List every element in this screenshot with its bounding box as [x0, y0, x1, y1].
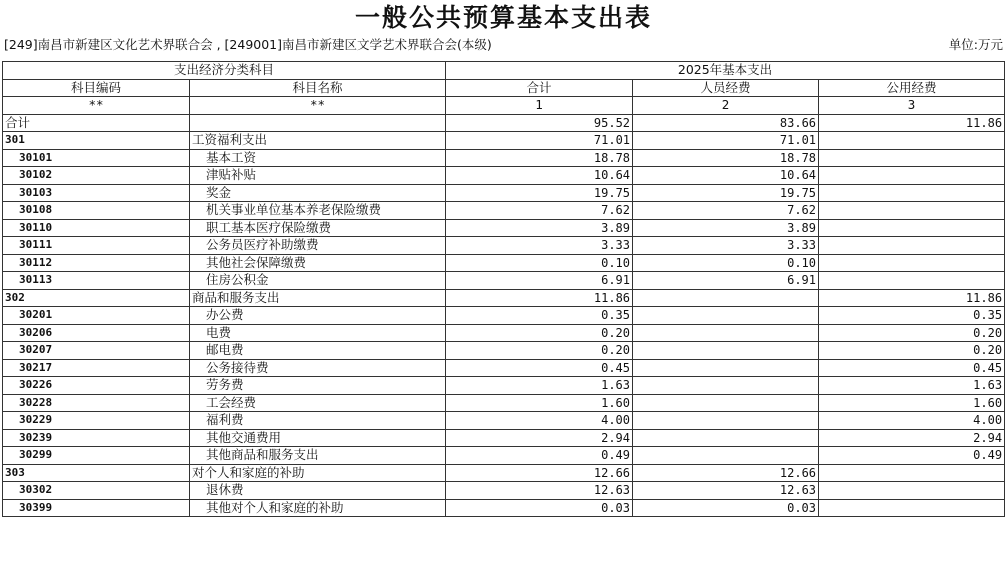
- column-header-total: 合计: [446, 79, 633, 97]
- cell-name: 邮电费: [190, 342, 446, 360]
- cell-public: 0.35: [819, 307, 1005, 325]
- cell-personnel: 0.03: [633, 499, 819, 517]
- cell-code: 30239: [3, 429, 190, 447]
- cell-total: 3.33: [446, 237, 633, 255]
- cell-public: [819, 499, 1005, 517]
- cell-name: 其他交通费用: [190, 429, 446, 447]
- column-header-personnel: 人员经费: [633, 79, 819, 97]
- cell-name: 商品和服务支出: [190, 289, 446, 307]
- index-public: 3: [819, 97, 1005, 115]
- unit-label: 单位:万元: [948, 37, 1003, 52]
- index-name: **: [190, 97, 446, 115]
- table-row: [3, 132, 1005, 150]
- table-row: [3, 464, 1005, 482]
- cell-name: 其他社会保障缴费: [190, 254, 446, 272]
- cell-code: 30399: [3, 499, 190, 517]
- table-row: [3, 499, 1005, 517]
- cell-code: 30206: [3, 324, 190, 342]
- cell-public: [819, 272, 1005, 290]
- cell-personnel: [633, 377, 819, 395]
- cell-code: 30112: [3, 254, 190, 272]
- index-total: 1: [446, 97, 633, 115]
- cell-personnel: [633, 342, 819, 360]
- column-header-row: [3, 79, 1005, 97]
- column-header-code: 科目编码: [3, 79, 190, 97]
- cell-total: 4.00: [446, 412, 633, 430]
- cell-public: 1.63: [819, 377, 1005, 395]
- cell-personnel: 12.63: [633, 482, 819, 500]
- cell-code: 30302: [3, 482, 190, 500]
- cell-personnel: 83.66: [633, 114, 819, 132]
- group-header-row: [3, 62, 1005, 80]
- cell-public: [819, 464, 1005, 482]
- cell-personnel: [633, 429, 819, 447]
- table-row: [3, 342, 1005, 360]
- cell-total: 0.35: [446, 307, 633, 325]
- cell-total: 12.63: [446, 482, 633, 500]
- cell-personnel: [633, 447, 819, 465]
- cell-total: 6.91: [446, 272, 633, 290]
- cell-name: 其他对个人和家庭的补助: [190, 499, 446, 517]
- cell-personnel: 18.78: [633, 149, 819, 167]
- table-row: [3, 412, 1005, 430]
- cell-name: 电费: [190, 324, 446, 342]
- cell-name: 奖金: [190, 184, 446, 202]
- cell-code: 30207: [3, 342, 190, 360]
- cell-total: 2.94: [446, 429, 633, 447]
- table-row: [3, 359, 1005, 377]
- cell-total: 0.20: [446, 342, 633, 360]
- cell-name: 公务接待费: [190, 359, 446, 377]
- cell-personnel: 7.62: [633, 202, 819, 220]
- cell-public: [819, 254, 1005, 272]
- cell-personnel: 0.10: [633, 254, 819, 272]
- cell-name: 工资福利支出: [190, 132, 446, 150]
- cell-total: 0.10: [446, 254, 633, 272]
- table-row: [3, 219, 1005, 237]
- cell-personnel: [633, 359, 819, 377]
- table-row: [3, 149, 1005, 167]
- cell-total: 0.49: [446, 447, 633, 465]
- cell-code: 30103: [3, 184, 190, 202]
- cell-public: [819, 219, 1005, 237]
- unit-organization: [249]南昌市新建区文化艺术界联合会 , [249001]南昌市新建区文学艺术界联合会(本级): [4, 37, 492, 52]
- cell-code: 30113: [3, 272, 190, 290]
- cell-code: 30108: [3, 202, 190, 220]
- cell-total: 0.45: [446, 359, 633, 377]
- cell-personnel: [633, 412, 819, 430]
- cell-total: 0.03: [446, 499, 633, 517]
- table-row: [3, 184, 1005, 202]
- cell-personnel: 3.33: [633, 237, 819, 255]
- table-row: [3, 114, 1005, 132]
- index-personnel: 2: [633, 97, 819, 115]
- table-row: [3, 429, 1005, 447]
- cell-public: 0.45: [819, 359, 1005, 377]
- cell-total: 95.52: [446, 114, 633, 132]
- group-header-basic-expenditure: 2025年基本支出: [446, 62, 1005, 80]
- cell-total: 12.66: [446, 464, 633, 482]
- index-code: **: [3, 97, 190, 115]
- cell-total: 10.64: [446, 167, 633, 185]
- cell-code: 303: [3, 464, 190, 482]
- expenditure-table: [2, 61, 1005, 517]
- cell-name: 其他商品和服务支出: [190, 447, 446, 465]
- cell-name: 基本工资: [190, 149, 446, 167]
- table-row: [3, 237, 1005, 255]
- cell-code: 合计: [3, 114, 190, 132]
- cell-total: 7.62: [446, 202, 633, 220]
- cell-total: 18.78: [446, 149, 633, 167]
- table-row: [3, 377, 1005, 395]
- cell-personnel: [633, 324, 819, 342]
- cell-public: [819, 202, 1005, 220]
- cell-personnel: 6.91: [633, 272, 819, 290]
- cell-personnel: [633, 307, 819, 325]
- table-row: [3, 289, 1005, 307]
- cell-code: 30228: [3, 394, 190, 412]
- cell-total: 3.89: [446, 219, 633, 237]
- cell-total: 71.01: [446, 132, 633, 150]
- cell-public: [819, 482, 1005, 500]
- cell-code: 301: [3, 132, 190, 150]
- cell-code: 30299: [3, 447, 190, 465]
- cell-personnel: [633, 289, 819, 307]
- cell-personnel: 71.01: [633, 132, 819, 150]
- cell-code: 30217: [3, 359, 190, 377]
- cell-public: [819, 167, 1005, 185]
- cell-name: 公务员医疗补助缴费: [190, 237, 446, 255]
- cell-personnel: 3.89: [633, 219, 819, 237]
- table-row: [3, 394, 1005, 412]
- cell-total: 0.20: [446, 324, 633, 342]
- cell-public: 11.86: [819, 289, 1005, 307]
- cell-personnel: 19.75: [633, 184, 819, 202]
- cell-name: 工会经费: [190, 394, 446, 412]
- cell-code: 30102: [3, 167, 190, 185]
- cell-public: [819, 149, 1005, 167]
- cell-total: 1.63: [446, 377, 633, 395]
- cell-name: 津贴补贴: [190, 167, 446, 185]
- cell-code: 30101: [3, 149, 190, 167]
- table-row: [3, 272, 1005, 290]
- table-row: [3, 307, 1005, 325]
- cell-name: 退休费: [190, 482, 446, 500]
- cell-name: 福利费: [190, 412, 446, 430]
- column-header-name: 科目名称: [190, 79, 446, 97]
- cell-total: 11.86: [446, 289, 633, 307]
- cell-name: [190, 114, 446, 132]
- table-row: [3, 167, 1005, 185]
- cell-name: 劳务费: [190, 377, 446, 395]
- cell-code: 30229: [3, 412, 190, 430]
- cell-name: 住房公积金: [190, 272, 446, 290]
- cell-code: 30110: [3, 219, 190, 237]
- index-row: [3, 97, 1005, 115]
- cell-public: 0.20: [819, 342, 1005, 360]
- cell-total: 19.75: [446, 184, 633, 202]
- table-row: [3, 447, 1005, 465]
- table-row: [3, 482, 1005, 500]
- cell-public: [819, 184, 1005, 202]
- cell-public: [819, 132, 1005, 150]
- cell-name: 对个人和家庭的补助: [190, 464, 446, 482]
- cell-public: 4.00: [819, 412, 1005, 430]
- cell-public: 1.60: [819, 394, 1005, 412]
- table-row: [3, 202, 1005, 220]
- cell-public: 11.86: [819, 114, 1005, 132]
- cell-total: 1.60: [446, 394, 633, 412]
- column-header-public: 公用经费: [819, 79, 1005, 97]
- cell-name: 职工基本医疗保险缴费: [190, 219, 446, 237]
- table-row: [3, 254, 1005, 272]
- cell-public: 0.49: [819, 447, 1005, 465]
- cell-public: 0.20: [819, 324, 1005, 342]
- cell-name: 机关事业单位基本养老保险缴费: [190, 202, 446, 220]
- cell-personnel: 12.66: [633, 464, 819, 482]
- cell-personnel: 10.64: [633, 167, 819, 185]
- cell-code: 30226: [3, 377, 190, 395]
- table-body: [3, 114, 1005, 517]
- table-row: [3, 324, 1005, 342]
- group-header-classification: 支出经济分类科目: [3, 62, 446, 80]
- cell-code: 302: [3, 289, 190, 307]
- cell-public: 2.94: [819, 429, 1005, 447]
- cell-public: [819, 237, 1005, 255]
- page-title: 一般公共预算基本支出表: [354, 3, 652, 32]
- cell-code: 30111: [3, 237, 190, 255]
- cell-personnel: [633, 394, 819, 412]
- cell-code: 30201: [3, 307, 190, 325]
- cell-name: 办公费: [190, 307, 446, 325]
